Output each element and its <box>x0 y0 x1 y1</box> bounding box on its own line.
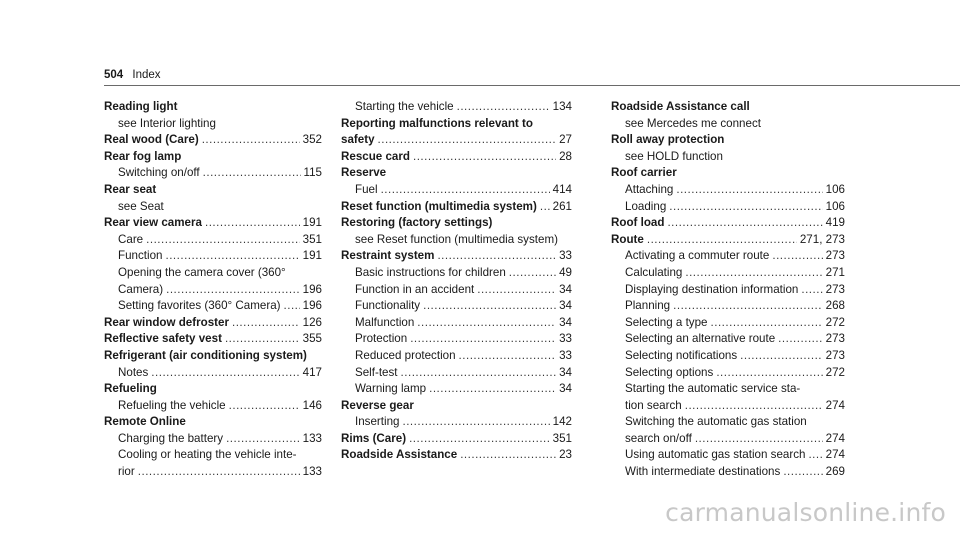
index-entry <box>104 132 322 149</box>
entry-text: Reading light <box>104 100 178 113</box>
entry-text: Cooling or heating the vehicle inte- <box>118 448 297 462</box>
index-subentry <box>341 265 572 282</box>
index-subentry <box>341 99 572 116</box>
dot-leader <box>378 132 557 149</box>
index-subentry <box>611 398 845 415</box>
entry-text: Attaching <box>625 182 674 196</box>
index-entry <box>341 431 572 448</box>
page-reference[interactable]: 33 <box>559 332 572 346</box>
entry-text: rior <box>118 465 135 479</box>
page-reference[interactable]: 274 <box>825 398 845 412</box>
page-reference[interactable]: 273 <box>825 282 845 296</box>
entry-text: Camera) <box>118 282 164 296</box>
page-reference[interactable]: 146 <box>302 398 322 412</box>
dot-leader <box>401 365 557 382</box>
page-reference[interactable]: 34 <box>559 282 572 296</box>
dot-leader <box>673 298 823 315</box>
page-reference[interactable]: 274 <box>825 431 845 445</box>
dot-leader <box>778 331 822 348</box>
index-entry <box>341 398 572 415</box>
index-entry <box>341 132 572 149</box>
index-entry <box>104 215 322 232</box>
index-column-3 <box>611 99 845 481</box>
index-entry <box>341 215 572 232</box>
entry-text: Rear window defroster <box>104 315 229 329</box>
page-section-title: Index <box>132 69 161 81</box>
index-entry <box>341 248 572 265</box>
index-subentry <box>104 398 322 415</box>
entry-text: see Seat <box>118 199 164 213</box>
entry-text: Reflective safety vest <box>104 332 222 346</box>
page-reference[interactable]: 133 <box>302 431 322 445</box>
dot-leader <box>460 447 556 464</box>
page-reference[interactable]: 191 <box>302 216 322 230</box>
entry-text: Calculating <box>625 265 683 279</box>
page-reference[interactable]: 272 <box>825 365 845 379</box>
index-subentry <box>611 182 845 199</box>
entry-text: Opening the camera cover (360° <box>118 265 286 279</box>
dot-leader <box>417 315 556 332</box>
index-entry <box>341 149 572 166</box>
index-entry <box>611 132 845 149</box>
dot-leader <box>146 232 300 249</box>
page-reference[interactable]: 419 <box>825 216 845 230</box>
index-subentry <box>104 447 322 464</box>
entry-text: see Reset function (multimedia system) <box>355 232 558 246</box>
page-number: 504 <box>104 69 124 81</box>
page-reference[interactable]: 414 <box>552 182 572 196</box>
entry-text: Reduced protection <box>355 348 456 362</box>
dot-leader <box>808 447 822 464</box>
dot-leader <box>203 165 301 182</box>
index-entry <box>341 165 572 182</box>
index-entry <box>341 116 572 133</box>
entry-text: Rear view camera <box>104 216 202 230</box>
site-watermark: carmanualsonline.info <box>665 498 946 527</box>
page-reference[interactable]: 33 <box>559 249 572 263</box>
entry-text: Function in an accident <box>355 282 475 296</box>
index-subentry <box>611 464 845 481</box>
dot-leader <box>669 199 822 216</box>
page-reference[interactable]: 142 <box>552 415 572 429</box>
index-subentry <box>611 248 845 265</box>
dot-leader <box>783 464 822 481</box>
dot-leader <box>225 331 300 348</box>
index-subentry <box>341 414 572 431</box>
index-column-1 <box>104 99 322 481</box>
page-reference[interactable]: 28 <box>559 149 572 163</box>
page-reference[interactable]: 269 <box>825 465 845 479</box>
dot-leader <box>423 298 556 315</box>
dot-leader <box>165 248 299 265</box>
entry-text: Loading <box>625 199 667 213</box>
index-entry <box>104 99 322 116</box>
page-reference[interactable]: 273 <box>825 348 845 362</box>
dot-leader <box>437 248 556 265</box>
entry-text: Functionality <box>355 299 421 313</box>
page-reference[interactable]: 34 <box>559 365 572 379</box>
dot-leader <box>205 215 300 232</box>
index-subentry <box>104 365 322 382</box>
index-subentry <box>611 199 845 216</box>
dot-leader <box>429 381 556 398</box>
page-reference[interactable]: 115 <box>303 166 322 180</box>
dot-leader <box>413 149 556 166</box>
page-reference[interactable]: 133 <box>302 465 322 479</box>
entry-text: see Mercedes me connect <box>625 116 761 130</box>
entry-text: Refueling the vehicle <box>118 398 226 412</box>
dot-leader <box>716 365 822 382</box>
entry-text: Restraint system <box>341 249 435 263</box>
index-entry <box>341 447 572 464</box>
entry-text: Function <box>118 249 163 263</box>
dot-leader <box>166 282 300 299</box>
page-reference[interactable]: 271, 273 <box>799 232 845 246</box>
entry-text: Setting favorites (360° Camera) <box>118 299 281 313</box>
page-reference[interactable]: 268 <box>825 299 845 313</box>
entry-text: Care <box>118 232 144 246</box>
index-entry <box>104 331 322 348</box>
dot-leader <box>711 315 823 332</box>
index-column-2 <box>341 99 572 464</box>
dot-leader <box>459 348 557 365</box>
dot-leader <box>772 248 822 265</box>
index-subentry <box>104 282 322 299</box>
index-entry <box>104 149 322 166</box>
page-reference[interactable]: 271 <box>825 265 845 279</box>
dot-leader <box>402 414 549 431</box>
index-subentry <box>611 365 845 382</box>
index-subentry <box>611 149 845 166</box>
index-entry <box>104 348 322 365</box>
entry-text: Roadside Assistance <box>341 448 458 462</box>
dot-leader <box>381 182 550 199</box>
dot-leader <box>509 265 556 282</box>
entry-text: Roll away protection <box>611 133 725 147</box>
entry-text: Using automatic gas station search <box>625 448 806 462</box>
page-reference[interactable]: 134 <box>552 100 572 113</box>
page-reference[interactable]: 352 <box>302 133 322 147</box>
dot-leader <box>232 315 300 332</box>
entry-text: Inserting <box>355 415 400 429</box>
index-subentry <box>341 182 572 199</box>
entry-text: see Interior lighting <box>118 116 216 130</box>
entry-text: Fuel <box>355 182 378 196</box>
entry-text: Malfunction <box>355 315 415 329</box>
page-reference[interactable]: 355 <box>302 332 322 346</box>
page-reference[interactable]: 196 <box>302 282 322 296</box>
entry-text: tion search <box>625 398 682 412</box>
dot-leader <box>801 282 822 299</box>
entry-text: Rear seat <box>104 182 157 196</box>
entry-text: Route <box>611 232 644 246</box>
dot-leader <box>138 464 300 481</box>
dot-leader <box>457 99 550 116</box>
entry-text: With intermediate destinations <box>625 465 781 479</box>
page-reference[interactable]: 106 <box>825 182 845 196</box>
index-entry <box>104 381 322 398</box>
index-entry <box>104 315 322 332</box>
entry-text: Activating a commuter route <box>625 249 770 263</box>
dot-leader <box>685 398 823 415</box>
entry-text: Notes <box>118 365 149 379</box>
entry-text: Reverse gear <box>341 398 414 412</box>
dot-leader <box>229 398 300 415</box>
page-reference[interactable]: 261 <box>552 199 572 213</box>
index-entry <box>611 165 845 182</box>
entry-text: Warning lamp <box>355 382 427 396</box>
page-reference[interactable]: 23 <box>559 448 572 462</box>
entry-text: Roadside Assistance call <box>611 100 750 113</box>
index-subentry <box>104 431 322 448</box>
index-subentry <box>104 165 322 182</box>
entry-text: Displaying destination information <box>625 282 799 296</box>
entry-text: Refrigerant (air conditioning system) <box>104 348 307 362</box>
page-reference[interactable]: 196 <box>302 299 322 313</box>
entry-text: Charging the battery <box>118 431 224 445</box>
entry-text: Reporting malfunctions relevant to <box>341 116 533 130</box>
index-subentry <box>341 298 572 315</box>
dot-leader <box>647 232 797 249</box>
index-subentry <box>611 282 845 299</box>
page-reference[interactable]: 106 <box>825 199 845 213</box>
index-entry <box>341 199 572 216</box>
index-subentry <box>611 116 845 133</box>
dot-leader <box>685 265 822 282</box>
entry-text: Self-test <box>355 365 398 379</box>
entry-text: Starting the vehicle <box>355 100 454 113</box>
index-subentry <box>611 331 845 348</box>
dot-leader <box>676 182 822 199</box>
index-subentry <box>611 315 845 332</box>
entry-text: Selecting an alternative route <box>625 332 776 346</box>
dot-leader <box>410 331 556 348</box>
dot-leader <box>540 199 550 216</box>
index-subentry <box>611 298 845 315</box>
page-header <box>104 69 161 81</box>
page-reference[interactable]: 417 <box>302 365 322 379</box>
entry-text: Restoring (factory settings) <box>341 216 493 230</box>
page-reference[interactable]: 34 <box>559 382 572 396</box>
index-entry <box>611 215 845 232</box>
header-divider <box>104 85 960 86</box>
entry-text: Reset function (multimedia system) <box>341 199 537 213</box>
index-entry <box>104 414 322 431</box>
index-subentry <box>341 282 572 299</box>
index-subentry <box>611 265 845 282</box>
page-reference[interactable]: 191 <box>302 249 322 263</box>
index-entry <box>611 99 845 116</box>
index-subentry <box>611 381 845 398</box>
index-subentry <box>611 348 845 365</box>
entry-text: Starting the automatic service sta- <box>625 382 801 396</box>
dot-leader <box>695 431 823 448</box>
index-subentry <box>341 381 572 398</box>
dot-leader <box>202 132 300 149</box>
entry-text: Rescue card <box>341 149 410 163</box>
page-reference[interactable]: 273 <box>825 249 845 263</box>
dot-leader <box>226 431 300 448</box>
index-subentry <box>341 365 572 382</box>
index-subentry <box>104 464 322 481</box>
page-reference[interactable]: 351 <box>302 232 322 246</box>
entry-text: Selecting a type <box>625 315 708 329</box>
entry-text: Rims (Care) <box>341 431 407 445</box>
page-reference[interactable]: 126 <box>302 315 322 329</box>
index-subentry <box>611 414 845 431</box>
index-subentry <box>104 232 322 249</box>
index-subentry <box>104 199 322 216</box>
page-reference[interactable]: 33 <box>559 348 572 362</box>
entry-text: Selecting options <box>625 365 714 379</box>
entry-text: Roof carrier <box>611 166 677 180</box>
page-reference[interactable]: 34 <box>559 315 572 329</box>
entry-text: Protection <box>355 332 408 346</box>
page-reference[interactable]: 273 <box>825 332 845 346</box>
entry-text: Selecting notifications <box>625 348 738 362</box>
index-subentry <box>611 447 845 464</box>
entry-text: Reserve <box>341 166 387 180</box>
dot-leader <box>740 348 823 365</box>
page-reference[interactable]: 34 <box>559 299 572 313</box>
dot-leader <box>409 431 550 448</box>
index-entry <box>104 182 322 199</box>
entry-text: Planning <box>625 299 671 313</box>
index-subentry <box>104 116 322 133</box>
entry-text: Rear fog lamp <box>104 149 182 163</box>
index-subentry <box>341 232 572 249</box>
index-subentry <box>341 348 572 365</box>
index-subentry <box>104 298 322 315</box>
index-subentry <box>341 315 572 332</box>
index-subentry <box>104 265 322 282</box>
dot-leader <box>667 215 822 232</box>
page-reference[interactable]: 274 <box>825 448 845 462</box>
page-reference[interactable]: 351 <box>552 431 572 445</box>
entry-text: Switching the automatic gas station <box>625 415 807 429</box>
entry-text: see HOLD function <box>625 149 723 163</box>
index-subentry <box>611 431 845 448</box>
dot-leader <box>151 365 299 382</box>
entry-text: Refueling <box>104 382 157 396</box>
dot-leader <box>477 282 556 299</box>
entry-text: Remote Online <box>104 415 186 429</box>
entry-text: Roof load <box>611 216 665 230</box>
entry-text: safety <box>341 133 375 147</box>
dot-leader <box>284 298 300 315</box>
page-reference[interactable]: 49 <box>559 265 572 279</box>
entry-text: Basic instructions for children <box>355 265 506 279</box>
index-entry <box>611 232 845 249</box>
index-subentry <box>341 331 572 348</box>
page-reference[interactable]: 272 <box>825 315 845 329</box>
page-reference[interactable]: 27 <box>559 133 572 147</box>
entry-text: search on/off <box>625 431 692 445</box>
entry-text: Switching on/off <box>118 166 200 180</box>
entry-text: Real wood (Care) <box>104 133 199 147</box>
index-subentry <box>104 248 322 265</box>
